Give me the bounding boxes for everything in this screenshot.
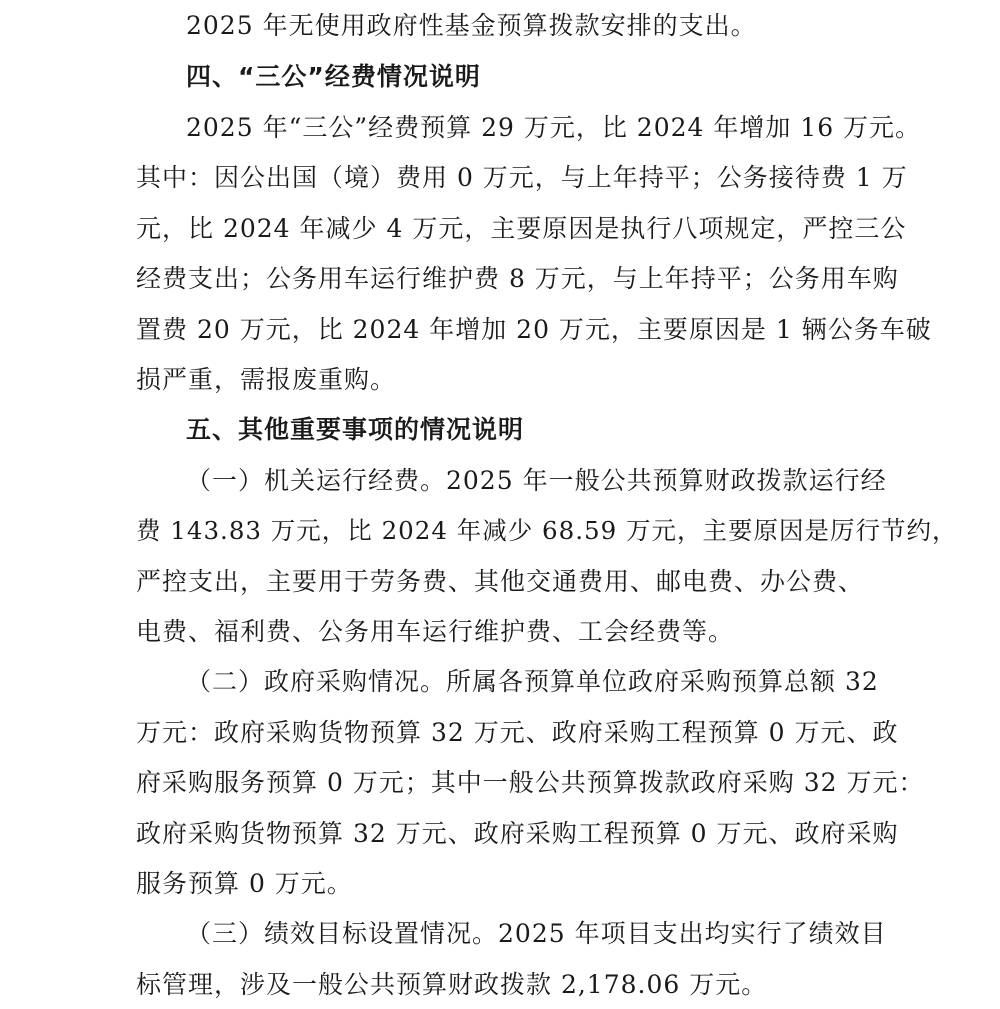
text-line: （二）政府采购情况。所属各预算单位政府采购预算总额 32 [186,667,879,696]
text-line: 万元：政府采购货物预算 32 万元、政府采购工程预算 0 万元、政 [136,718,899,747]
text-line: 费 143.83 万元，比 2024 年减少 68.59 万元，主要原因是厉行节约， [136,516,958,545]
text-line: 经费支出；公务用车运行维护费 8 万元，与上年持平；公务用车购 [136,264,899,293]
text-line: 服务预算 0 万元。 [136,869,353,898]
text-line: 府采购服务预算 0 万元；其中一般公共预算拨款政府采购 32 万元： [136,768,925,797]
text-line: 2025 年“三公”经费预算 29 万元，比 2024 年增加 16 万元。 [186,113,922,142]
text-line: 标管理，涉及一般公共预算财政拨款 2,178.06 万元。 [136,970,768,999]
text-line: 置费 20 万元，比 2024 年增加 20 万元，主要原因是 1 辆公务车破 [136,315,932,344]
text-line: 元，比 2024 年减少 4 万元，主要原因是执行八项规定，严控三公 [136,214,907,243]
text-line: 损严重，需报废重购。 [136,365,397,394]
text-line: 2025 年无使用政府性基金预算拨款安排的支出。 [186,11,757,40]
text-line: 严控支出，主要用于劳务费、其他交通费用、邮电费、办公费、 [136,567,865,596]
text-line: （一）机关运行经费。2025 年一般公共预算财政拨款运行经 [186,466,887,495]
text-line: 其中：因公出国（境）费用 0 万元，与上年持平；公务接待费 1 万 [136,163,908,192]
text-line: 电费、福利费、公务用车运行维护费、工会经费等。 [136,617,735,646]
text-line: （三）绩效目标设置情况。2025 年项目支出均实行了绩效目 [186,919,887,948]
section-heading-other-matters: 五、其他重要事项的情况说明 [186,415,525,444]
section-heading-three-public: 四、“三公”经费情况说明 [186,62,481,91]
text-line: 政府采购货物预算 32 万元、政府采购工程预算 0 万元、政府采购 [136,819,899,848]
